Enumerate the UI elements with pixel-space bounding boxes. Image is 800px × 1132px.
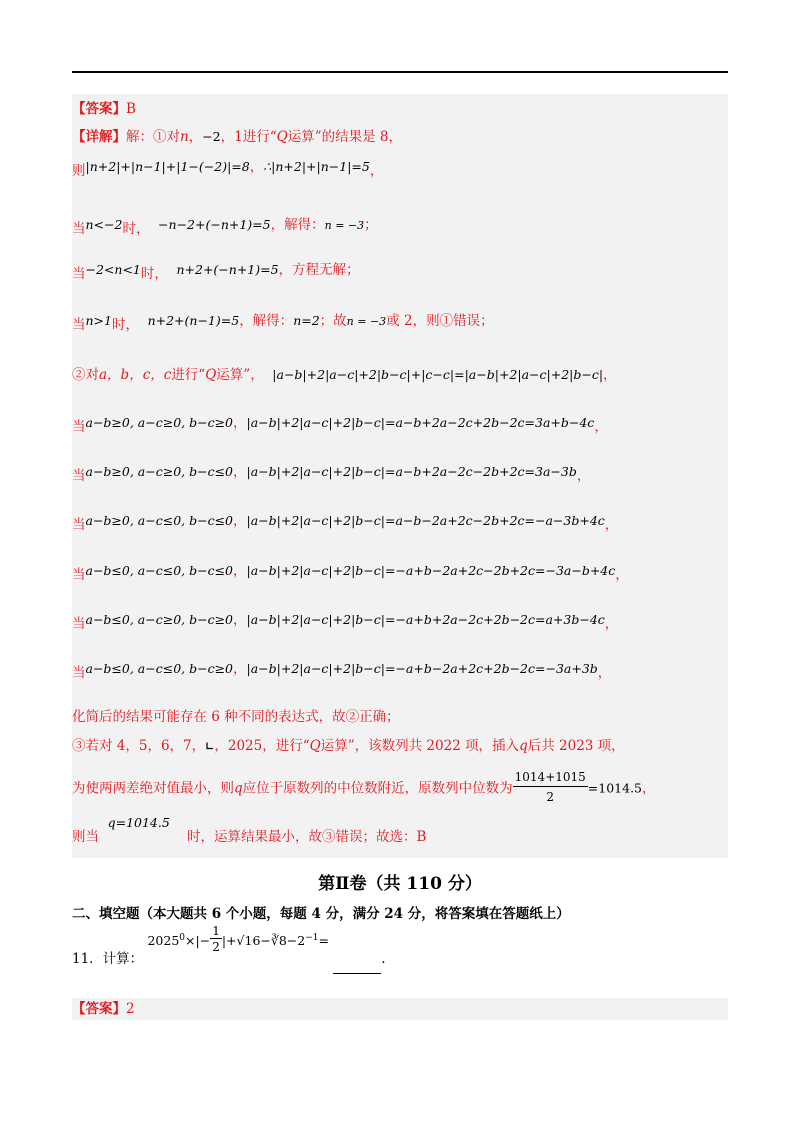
case-line-3: 当a−b≥0, a−c≤0, b−c≤0，|a−b|+2|a−c|+2|b−c|=a−b−2a+2c−2b+2c=−a−3b+4c，	[72, 513, 619, 533]
detail-line-7: ③若对 4，5，6，7，∟，2025，进行“Q运算”，该数列共 2022 项，插入q后共 2023 项，	[72, 738, 625, 754]
half-fraction: $\frac{1}{2}$	[212, 924, 220, 954]
answer-line: 【答案】B	[72, 101, 136, 117]
top-rule	[72, 71, 728, 73]
case-line-2: 当a−b≥0, a−c≥0, b−c≤0，|a−b|+2|a−c|+2|b−c|=a−b+2a−2c−2b+2c=3a−3b，	[72, 464, 591, 484]
case-line-5: 当a−b≤0, a−c≥0, b−c≥0，|a−b|+2|a−c|+2|b−c|=−a+b+2a−2c+2b−2c=a+3b−4c，	[72, 612, 619, 632]
answer-block-2	[72, 998, 728, 1020]
detail-line-3: 当n<−2时， −n−2+(−n+1)=5，解得：n = −3；	[72, 217, 378, 237]
section-title: 第Ⅱ卷（共 110 分）	[318, 874, 482, 894]
detail-line-6: ②对a，b，c，c进行“Q运算”， |a−b|+2|a−c|+2|b−c|+|c−c|=|a−b|+2|a−c|+2|b−c|，	[72, 367, 617, 383]
section-subtitle: 二、填空题（本大题共 6 个小题，每题 4 分，满分 24 分，将答案填在答题纸上）	[72, 906, 570, 922]
detail-line-8: 为使两两差绝对值最小，则q应位于原数列的中位数附近，原数列中位数为 $\frac{1014+1015}{2}$ =1014.5，	[72, 770, 656, 804]
question-11-expression: $2025^0\times|-$ $\frac{1}{2}$ $|+√16-∛8-2^{-1}=$	[147, 924, 329, 954]
case-line-1: 当a−b≥0, a−c≥0, b−c≥0，|a−b|+2|a−c|+2|b−c|=a−b+2a−2c+2b−2c=3a+b−4c，	[72, 415, 608, 435]
conclusion-line-2: 化简后的结果可能存在 6 种不同的表达式，故②正确；	[72, 709, 400, 725]
detail-line-9: 则当 q=1014.5 时，运算结果最小，故③错误；故选：B	[72, 815, 427, 845]
detail-line-1: 【详解】解：①对n，−2，1进行“Q运算”的结果是 8，	[72, 129, 403, 145]
answer-blank[interactable]	[333, 961, 381, 974]
median-fraction: $\frac{1014+1015}{2}$	[514, 770, 586, 804]
detail-line-4: 当−2<n<1时， n+2+(−n+1)=5，方程无解；	[72, 262, 360, 282]
answer-block	[72, 94, 728, 858]
question-11: 11．计算： $2025^0\times|-$ $\frac{1}{2}$ $|+√16-∛8-2^{-1}=$ .	[72, 920, 386, 950]
detail-line-2: 则|n+2|+|n−1|+|1−(−2)|=8，∴|n+2|+|n−1|=5，	[72, 159, 384, 179]
detail-line-5: 当n>1时， n+2+(n−1)=5，解得：n=2；故n = −3或 2，则①错误；	[72, 313, 494, 333]
case-line-6: 当a−b≤0, a−c≤0, b−c≥0，|a−b|+2|a−c|+2|b−c|=−a+b−2a+2c+2b−2c=−3a+3b，	[72, 661, 612, 681]
case-line-4: 当a−b≤0, a−c≤0, b−c≤0，|a−b|+2|a−c|+2|b−c|=−a+b−2a+2c−2b+2c=−3a−b+4c，	[72, 563, 629, 583]
answer-line-2: 【答案】2	[72, 1001, 135, 1017]
